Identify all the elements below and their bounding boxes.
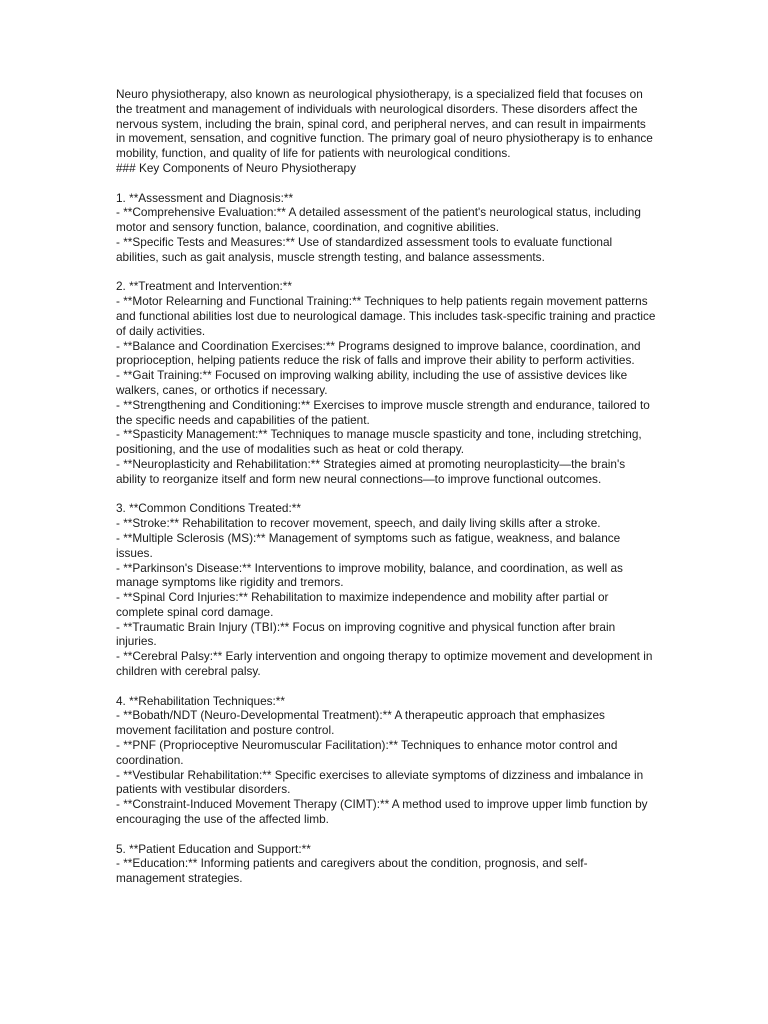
section-title: 3. **Common Conditions Treated:** (116, 501, 301, 516)
list-item: - **Strengthening and Conditioning:** Exercises to improve muscle strength and endurance, tailored to the specific needs and capabilities of the patient. (116, 397, 650, 427)
list-item: - **Specific Tests and Measures:** Use of standardized assessment tools to evaluate functional abilities, such as gait analysis, muscle strength testing, and balance assessments. (116, 234, 613, 264)
section-techniques (116, 694, 656, 827)
list-item: - **Bobath/NDT (Neuro-Developmental Treatment):** A therapeutic approach that emphasizes movement facilitation and posture control. (116, 708, 605, 738)
section-conditions (116, 501, 656, 679)
list-item: - **Spinal Cord Injuries:** Rehabilitation to maximize independence and mobility after partial or complete spinal cord damage. (116, 590, 609, 619)
section-treatment (116, 279, 656, 486)
list-item: - **Balance and Coordination Exercises:** Programs designed to improve balance, coordination, and proprioception, helping patients reduce the risk of falls and improve their ability to perform activities. (116, 338, 641, 368)
list-item: - **Motor Relearning and Functional Training:** Techniques to help patients regain movement patterns and functional abilities lost due to neurological damage. This includes task-specific training and practice of daily activities. (116, 294, 656, 338)
section-assessment (116, 191, 656, 265)
document-page (116, 87, 656, 886)
list-item: - **PNF (Proprioceptive Neuromuscular Facilitation):** Techniques to enhance motor control and coordination. (116, 738, 618, 767)
list-item: - **Spasticity Management:** Techniques to manage muscle spasticity and tone, including stretching, positioning, and the use of modalities such as heat or cold therapy. (116, 427, 642, 457)
list-item: - **Education:** Informing patients and caregivers about the condition, prognosis, and self-management strategies. (116, 856, 588, 886)
section-title: 4. **Rehabilitation Techniques:** (116, 693, 285, 708)
list-item: - **Constraint-Induced Movement Therapy (CIMT):** A method used to improve upper limb function by encouraging the use of the affected limb. (116, 797, 648, 827)
list-item: - **Comprehensive Evaluation:** A detailed assessment of the patient's neurological status, including motor and sensory function, balance, coordination, and cognitive abilities. (116, 205, 641, 235)
section-heading: ### Key Components of Neuro Physiotherapy (116, 160, 357, 175)
list-item: - **Traumatic Brain Injury (TBI):** Focus on improving cognitive and physical function after brain injuries. (116, 619, 616, 649)
list-item: - **Gait Training:** Focused on improving walking ability, including the use of assistive devices like walkers, canes, or orthotics if necessary. (116, 368, 628, 397)
section-title: 1. **Assessment and Diagnosis:** (116, 190, 294, 205)
list-item: - **Cerebral Palsy:** Early intervention and ongoing therapy to optimize movement and development in children with cerebral palsy. (116, 649, 653, 679)
section-education (116, 842, 656, 886)
list-item: - **Neuroplasticity and Rehabilitation:** Strategies aimed at promoting neuroplasticity—the brain's ability to reorganize itself and form new neural connections—to improve functional outcomes. (116, 456, 626, 486)
intro-paragraph: Neuro physiotherapy, also known as neurological physiotherapy, is a specialized field that focuses on the treatment and management of individuals with neurological disorders. These disorders affect the nervous system, including the brain, spinal cord, and peripheral nerves, and can result in impairments in movement, sensation, and cognitive function. The primary goal of neuro physiotherapy is to enhance mobility, function, and quality of life for patients with neurological conditions. (116, 87, 653, 161)
section-title: 2. **Treatment and Intervention:** (116, 279, 292, 294)
list-item: - **Parkinson's Disease:** Interventions to improve mobility, balance, and coordination, as well as manage symptoms like rigidity and tremors. (116, 560, 623, 590)
list-item: - **Stroke:** Rehabilitation to recover movement, speech, and daily living skills after a stroke. (116, 516, 601, 531)
list-item: - **Multiple Sclerosis (MS):** Management of symptoms such as fatigue, weakness, and balance issues. (116, 530, 621, 560)
list-item: - **Vestibular Rehabilitation:** Specific exercises to alleviate symptoms of dizziness and imbalance in patients with vestibular disorders. (116, 767, 644, 797)
section-title: 5. **Patient Education and Support:** (116, 841, 311, 856)
